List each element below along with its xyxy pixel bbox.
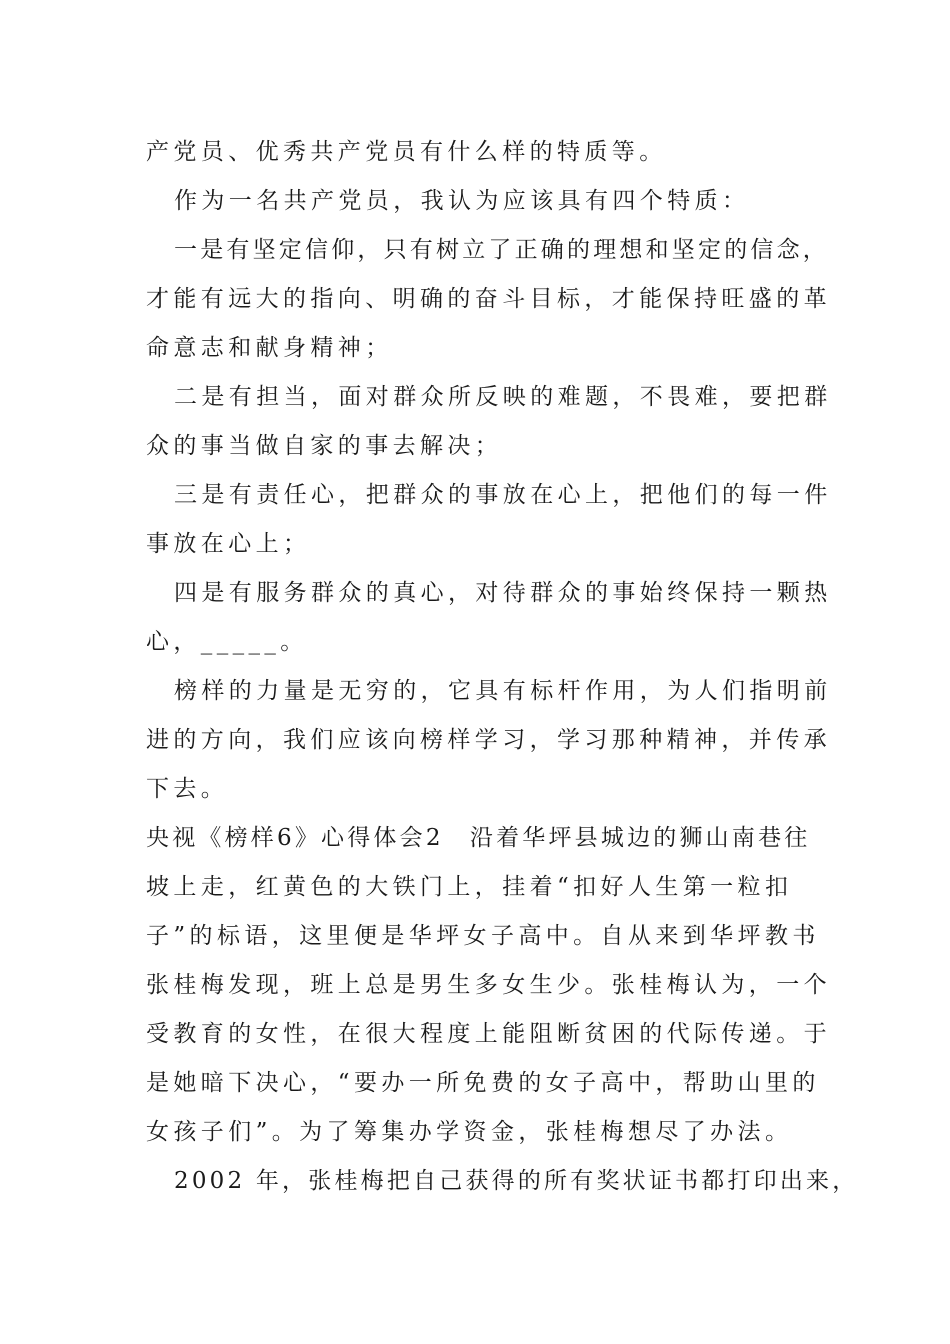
text-line: 坡上走，红黄色的大铁门上，挂着“扣好人生第一粒扣 — [146, 874, 793, 900]
text-line: 2002 年，张桂梅把自己获得的所有奖状证书都打印出来， — [174, 1168, 859, 1194]
text-line: 产党员、优秀共产党员有什么样的特质等。 — [146, 139, 667, 165]
text-line: 女孩子们”。为了筹集办学资金，张桂梅想尽了办法。 — [146, 1119, 793, 1145]
text-line: 榜样的力量是无穷的，它具有标杆作用，为人们指明前 — [174, 678, 832, 704]
text-line: 是她暗下决心，“要办一所免费的女子高中，帮助山里的 — [146, 1070, 820, 1096]
text-line: 下去。 — [146, 776, 229, 802]
text-line: 一是有坚定信仰，只有树立了正确的理想和坚定的信念， — [174, 237, 829, 263]
document-body — [146, 128, 859, 1206]
text-line: 心，_____。 — [146, 629, 308, 655]
text-line: 二是有担当，面对群众所反映的难题，不畏难，要把群 — [174, 384, 832, 410]
text-line: 央视《榜样6》心得体会2 沿着华坪县城边的狮山南巷往 — [146, 825, 811, 851]
text-line: 三是有责任心，把群众的事放在心上，把他们的每一件 — [174, 482, 832, 508]
text-line: 命意志和献身精神； — [146, 335, 393, 361]
text-line: 四是有服务群众的真心，对待群众的事始终保持一颗热 — [174, 580, 832, 606]
text-line: 进的方向，我们应该向榜样学习，学习那种精神，并传承 — [146, 727, 831, 753]
text-line: 子”的标语，这里便是华坪女子高中。自从来到华坪教书 — [146, 923, 820, 949]
text-line: 事放在心上； — [146, 531, 311, 557]
text-line: 众的事当做自家的事去解决； — [146, 433, 503, 459]
text-line: 受教育的女性，在很大程度上能阻断贫困的代际传递。于 — [146, 1021, 831, 1047]
text-line: 才能有远大的指向、明确的奋斗目标，才能保持旺盛的革 — [146, 286, 831, 312]
text-line: 张桂梅发现，班上总是男生多女生少。张桂梅认为，一个 — [146, 972, 831, 998]
text-line: 作为一名共产党员，我认为应该具有四个特质： — [174, 188, 750, 214]
